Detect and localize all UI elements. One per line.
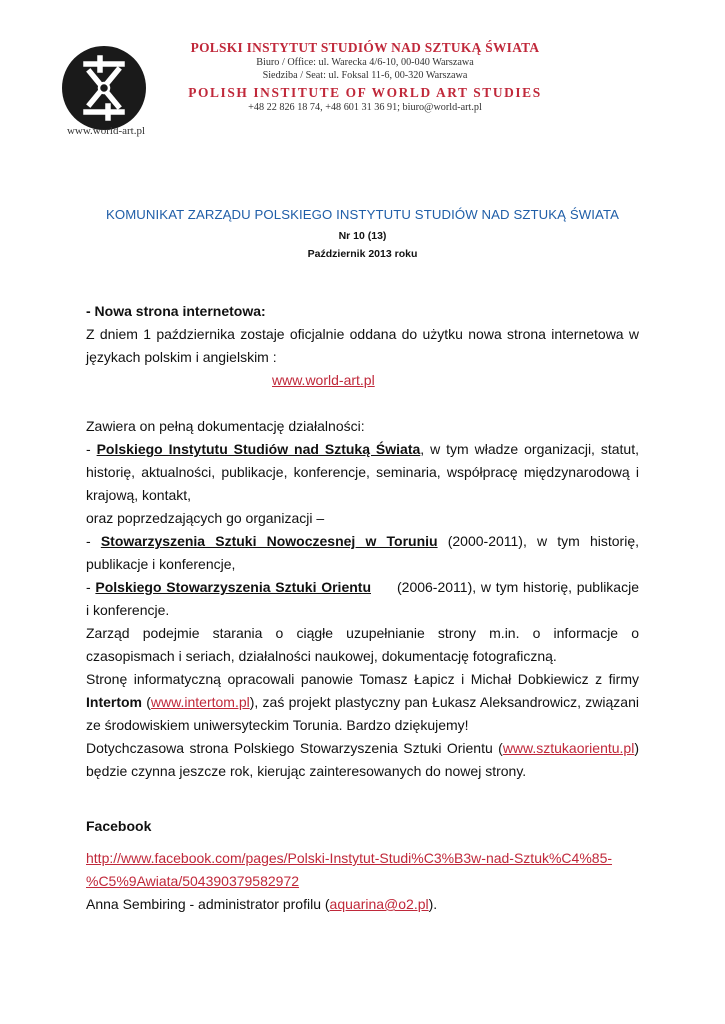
old-site-paragraph: Dotychczasowa strona Polskiego Stowarzyszenia Sztuki Orientu (www.sztukaorientu.pl) będzie czynna jeszcze rok, kierując zainteresowanych do nowej strony. bbox=[86, 740, 639, 779]
issue-number: Nr 10 (13) bbox=[338, 230, 387, 242]
org-name-english: POLISH INSTITUTE OF WORLD ART STUDIES bbox=[188, 85, 542, 100]
contact-line: +48 22 826 18 74, +48 601 31 36 91; biuro@world-art.pl bbox=[248, 102, 482, 113]
org2-paragraph: - Stowarzyszenia Sztuki Nowoczesnej w Toruniu (2000-2011), w tym historię, publikacje i konferencje, bbox=[86, 533, 640, 572]
predecessors-line: oraz poprzedzających go organizacji – bbox=[86, 510, 325, 526]
document-body bbox=[86, 300, 639, 916]
facebook-heading: Facebook bbox=[86, 818, 152, 834]
seat-address: Siedziba / Seat: ul. Foksal 11-6, 00-320 Warszawa bbox=[262, 70, 468, 81]
logo-website: www.world-art.pl bbox=[66, 125, 146, 137]
org1-name: Polskiego Instytutu Studiów nad Sztuką Świata bbox=[96, 441, 421, 457]
org2-name: Stowarzyszenia Sztuki Nowoczesnej w Toruniu bbox=[100, 533, 438, 549]
facebook-link-line1[interactable]: http://www.facebook.com/pages/Polski-Instytut-Studi%C3%B3w-nad-Sztuk%C4%85- bbox=[86, 850, 613, 866]
admin-email-link[interactable]: aquarina@o2.pl bbox=[329, 896, 429, 912]
sztukaorientu-link[interactable]: www.sztukaorientu.pl bbox=[502, 740, 635, 756]
board-note: Zarząd podejmie starania o ciągłe uzupełnianie strony m.in. o informacje o czasopismach i seriach, działalności naukowej, dokumentację fotograficzną. bbox=[86, 625, 639, 664]
org1-paragraph: - Polskiego Instytutu Studiów nad Sztuką Świata, w tym władze organizacji, statut, historię, aktualności, publikacje, konferencje, seminaria, współpracę międzynarodową i krajową, kontakt, bbox=[86, 441, 639, 503]
letterhead bbox=[180, 40, 550, 114]
document-title: KOMUNIKAT ZARZĄDU POLSKIEGO INSTYTUTU STUDIÓW NAD SZTUKĄ ŚWIATA bbox=[105, 207, 620, 222]
issue-date: Październik 2013 roku bbox=[307, 248, 418, 260]
intro-paragraph: Z dniem 1 października zostaje oficjalnie oddana do użytku nowa strona internetowa w językach polskim i angielskim : bbox=[86, 326, 639, 365]
office-address: Biuro / Office: ul. Warecka 4/6-10, 00-040 Warszawa bbox=[256, 57, 474, 68]
website-link[interactable]: www.world-art.pl bbox=[272, 372, 375, 388]
credits-paragraph: Stronę informatyczną opracowali panowie Tomasz Łapicz i Michał Dobkiewicz z firmy Intertom (www.intertom.pl), zaś projekt plastyczny pan Łukasz Aleksandrowicz, związani ze środowiskiem uniwersyteckim Torunia. Bardzo dziękujemy! bbox=[86, 671, 639, 733]
admin-line: Anna Sembiring - administrator profilu (aquarina@o2.pl). bbox=[86, 896, 438, 912]
institute-logo-icon bbox=[60, 44, 148, 132]
intertom-link[interactable]: www.intertom.pl bbox=[150, 694, 250, 710]
facebook-link-line2[interactable]: %C5%9Awiata/504390379582972 bbox=[86, 873, 300, 889]
org3-paragraph: - Polskiego Stowarzyszenia Sztuki Orientu (2006-2011), w tym historię, publikacje i konferencje. bbox=[86, 579, 639, 618]
org-name-polish: POLSKI INSTYTUT STUDIÓW NAD SZTUKĄ ŚWIATA bbox=[190, 40, 540, 55]
documentation-intro: Zawiera on pełną dokumentację działalności: bbox=[86, 418, 365, 434]
org3-name: Polskiego Stowarzyszenia Sztuki Orientu bbox=[95, 579, 371, 595]
section-heading: - Nowa strona internetowa: bbox=[86, 303, 266, 319]
company-name: Intertom bbox=[86, 694, 142, 710]
